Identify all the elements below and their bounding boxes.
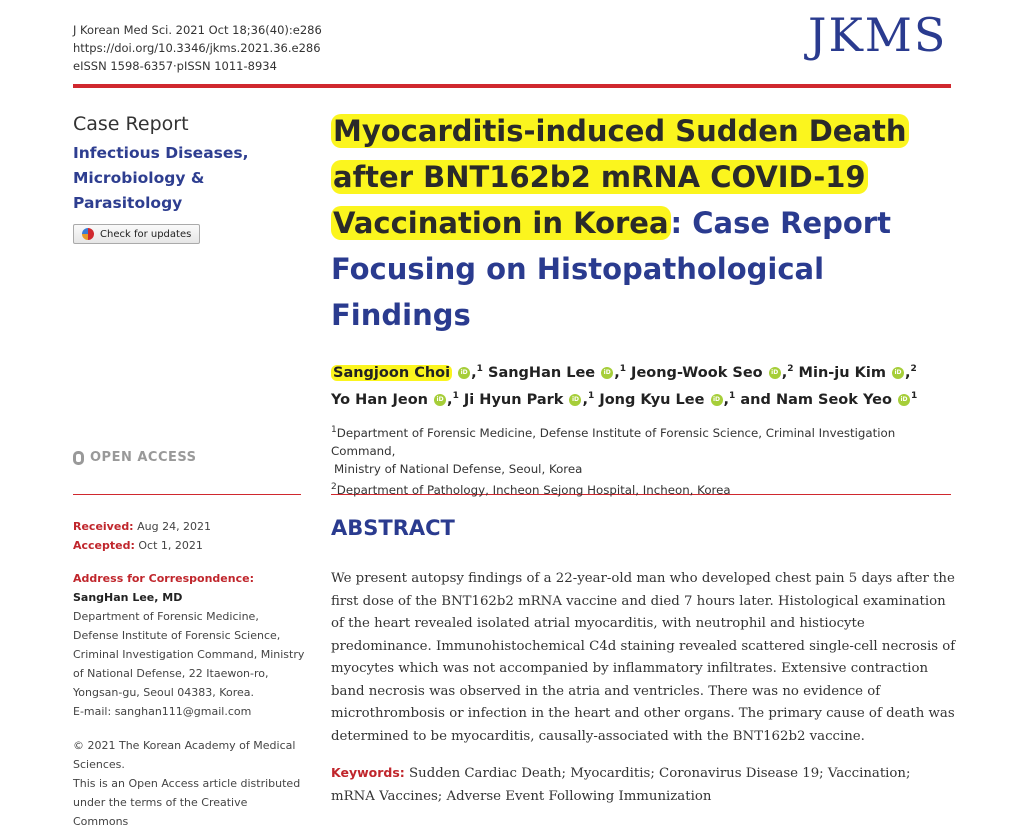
title-highlight-2: after BNT162b2 mRNA COVID-19 [333, 160, 866, 194]
abstract-heading: ABSTRACT [331, 516, 455, 540]
author-name: Min-ju Kim [798, 364, 886, 381]
subject-category [73, 141, 313, 216]
author-affil-sup: 1 [476, 364, 483, 374]
affil-sup: 1 [331, 425, 337, 435]
orcid-icon[interactable]: iD [892, 367, 904, 379]
keywords-label: Keywords: [331, 765, 405, 780]
copyright-line: © 2021 The Korean Academy of Medical Sciences. [73, 739, 296, 771]
received-date: Aug 24, 2021 [137, 520, 212, 533]
affiliation-1-cont: Ministry of National Defense, Seoul, Korea [334, 461, 583, 476]
dates-block [73, 517, 211, 555]
correspondence-label: Address for Correspondence: [73, 572, 254, 585]
author-affil-sup: 2 [787, 364, 794, 374]
doi-link[interactable]: https://doi.org/10.3346/jkms.2021.36.e286 [73, 41, 321, 55]
correspondence-email[interactable]: E-mail: sanghan111@gmail.com [73, 705, 252, 718]
copyright-block [73, 736, 305, 831]
author-name: Nam Seok Yeo [775, 391, 892, 408]
author-affil-sup: 1 [587, 390, 595, 401]
orcid-icon[interactable]: iD [769, 367, 781, 379]
subject-line-2: Microbiology & Parasitology [73, 169, 205, 212]
journal-citation: J Korean Med Sci. 2021 Oct 18;36(40):e286 [73, 23, 322, 37]
affil-sup: 2 [331, 481, 337, 492]
author-affil-sup: 2 [910, 364, 917, 374]
open-access-badge [73, 450, 197, 465]
keywords [331, 762, 951, 808]
issn: eISSN 1598-6357·pISSN 1011-8934 [73, 59, 277, 73]
orcid-icon[interactable]: iD [458, 367, 470, 379]
author-affil-sup: 1 [910, 390, 918, 401]
author-name: Jeong-Wook Seo [631, 364, 763, 381]
accepted-date: Oct 1, 2021 [138, 539, 203, 552]
correspondence-name: SangHan Lee, MD [73, 591, 183, 604]
affiliation-2: Department of Pathology, Incheon Sejong Hospital, Incheon, Korea [336, 482, 731, 497]
left-sidebar [73, 113, 313, 244]
author-and: and [740, 391, 771, 408]
open-lock-icon [73, 451, 84, 465]
correspondence-address: Department of Forensic Medicine, Defense Institute of Forensic Science, Criminal Investigation Command, Ministry of National Defense, 22 Itaewon-ro, Yongsan-gu, Seoul 04383, Korea. [73, 610, 305, 699]
orcid-icon[interactable]: iD [569, 394, 581, 406]
author-name: SangHan Lee [488, 364, 596, 381]
author-affil-sup: 1 [729, 390, 736, 401]
orcid-icon[interactable]: iD [434, 394, 446, 406]
title-highlight-3: Vaccination in Korea [333, 206, 669, 240]
check-updates-label: Check for updates [100, 228, 192, 240]
affiliation-1: Department of Forensic Medicine, Defense Institute of Forensic Science, Criminal Investigation Command, [331, 425, 896, 458]
article-type: Case Report [73, 113, 189, 135]
orcid-icon[interactable]: iD [711, 394, 723, 406]
subject-line-1: Infectious Diseases, [73, 144, 249, 162]
title-highlight-1: Myocarditis-induced Sudden Death [333, 114, 907, 148]
citation-block [73, 21, 322, 75]
received-label: Received: [73, 520, 134, 533]
crossmark-icon [82, 228, 94, 240]
correspondence-block [73, 569, 305, 721]
license-line: This is an Open Access article distributed under the terms of the Creative Commons [73, 777, 301, 828]
orcid-icon[interactable]: iD [898, 394, 910, 406]
abstract-text: We present autopsy findings of a 22-year-old man who developed chest pain 5 days after the first dose of the BNT162b2 mRNA vaccine and died 7 hours later. Histological examination of the heart revealed isolated atrial myocarditis, with neutrophil and histiocyte predominance. Immunohistochemical C4d staining revealed scattered single-cell necrosis of myocytes which was not accompanied by inflammatory infiltrates. Extensive contraction band necrosis was observed in the atria and ventricles. There was no evidence of microthrombosis or infection in the heart and other organs. The primary cause of death was determined to be myocarditis, causally-associated with the BNT162b2 vaccine. [331, 571, 956, 744]
author-name: Sangjoon Choi [333, 364, 451, 381]
author-name: Ji Hyun Park [463, 391, 564, 408]
check-updates-button[interactable] [73, 224, 200, 244]
orcid-icon[interactable]: iD [601, 367, 613, 379]
author-name: Yo Han Jeon [331, 391, 428, 408]
author-list: Sangjoon Choi iD ,$^1$ SangHan Lee iD ,$^1$ Jeong-Wook Seo iD ,$^2$ Min-ju Kim iD ,$^2$ Yo Han Jeon iD ,$^1$ Ji Hyun Park iD ,$^1$ Jong Kyu Lee iD ,$^1$ and Nam Seok Yeo iD $^1$ [331, 364, 918, 408]
header-rule [73, 84, 951, 88]
author-affil-sup: 1 [452, 390, 459, 401]
journal-logo: JKMS [808, 8, 948, 62]
left-divider [73, 494, 301, 495]
author-name: Jong Kyu Lee [599, 391, 705, 408]
affiliations [331, 421, 961, 499]
article-title [331, 108, 951, 338]
author-affil-sup: 1 [619, 364, 626, 374]
open-access-label: OPEN ACCESS [90, 450, 197, 465]
title-rest: : Case Report Focusing on Histopathological Findings [331, 206, 891, 332]
accepted-label: Accepted: [73, 539, 135, 552]
keywords-text: Sudden Cardiac Death; Myocarditis; Coronavirus Disease 19; Vaccination; mRNA Vaccines; Adverse Event Following Immunization [331, 766, 911, 804]
